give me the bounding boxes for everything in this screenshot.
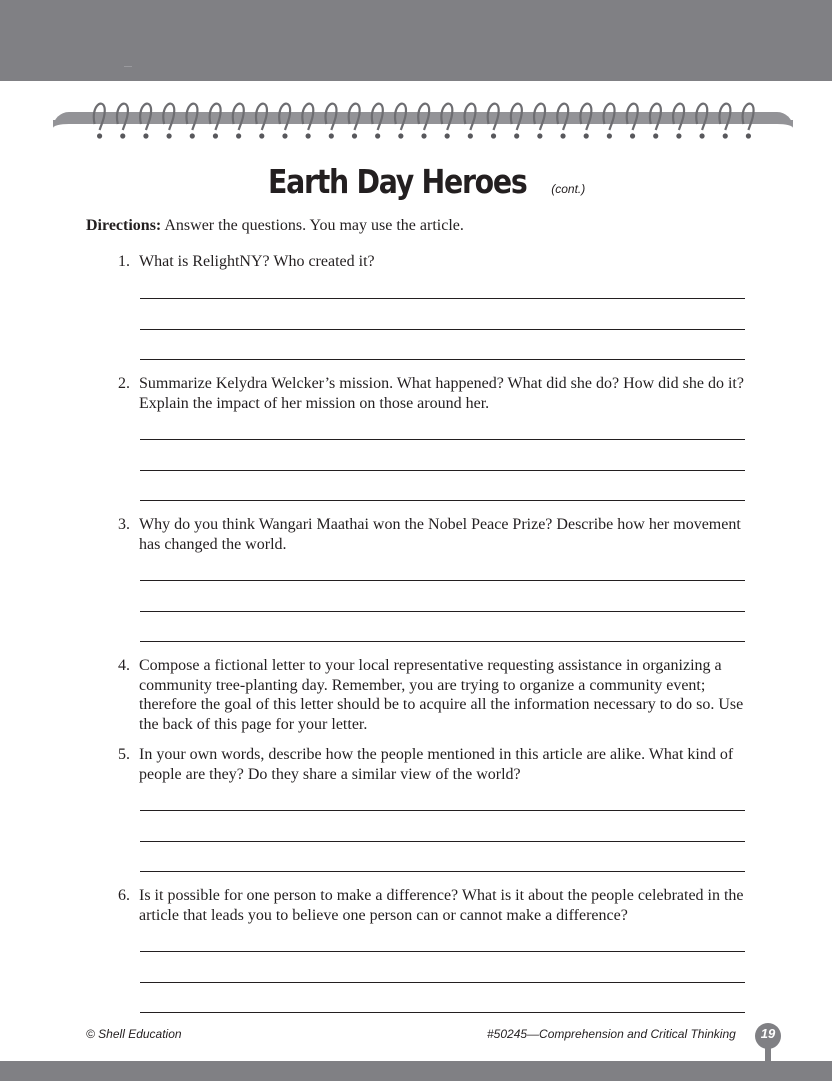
answer-line[interactable] bbox=[140, 470, 745, 471]
question-number: 3. bbox=[118, 516, 130, 533]
spiral-hole bbox=[491, 133, 496, 138]
spiral-coil bbox=[279, 104, 290, 130]
spiral-coil bbox=[719, 104, 730, 130]
spiral-hole bbox=[699, 133, 704, 138]
spiral-hole bbox=[746, 133, 751, 138]
spiral-hole bbox=[259, 133, 264, 138]
directions bbox=[86, 217, 464, 235]
spiral-hole bbox=[653, 133, 658, 138]
spiral-coil bbox=[395, 104, 406, 130]
spiral-coil bbox=[233, 104, 244, 130]
title-suffix: (cont.) bbox=[551, 182, 586, 196]
spiral-coil bbox=[256, 104, 267, 130]
spiral-hole bbox=[190, 133, 195, 138]
question-number: 5. bbox=[118, 746, 130, 763]
answer-line[interactable] bbox=[140, 611, 745, 612]
spiral-coil bbox=[511, 104, 522, 130]
spiral-coil bbox=[743, 104, 754, 130]
question-text: Is it possible for one person to make a difference? What is it about the people celebrated in the article that leads you to believe one person can or cannot make a difference? bbox=[139, 887, 744, 924]
answer-line[interactable] bbox=[140, 359, 745, 360]
spiral-coil bbox=[302, 104, 313, 130]
question-text: In your own words, describe how the people mentioned in this article are alike. What kind of people are they? Do they share a similar view of the world? bbox=[139, 746, 734, 783]
answer-line[interactable] bbox=[140, 982, 745, 983]
spiral-hole bbox=[398, 133, 403, 138]
spiral-coil bbox=[186, 104, 197, 130]
spiral-hole bbox=[630, 133, 635, 138]
spiral-hole bbox=[584, 133, 589, 138]
answer-line[interactable] bbox=[140, 500, 745, 501]
spiral-coil bbox=[140, 104, 151, 130]
spiral-hole bbox=[236, 133, 241, 138]
directions-label: Directions: bbox=[86, 217, 162, 234]
spiral-coil bbox=[210, 104, 221, 130]
spiral-hole bbox=[421, 133, 426, 138]
spiral-coil bbox=[418, 104, 429, 130]
answer-line[interactable] bbox=[140, 841, 745, 842]
question-text: Why do you think Wangari Maathai won the Nobel Peace Prize? Describe how her movement has changed the world. bbox=[139, 516, 741, 553]
spiral-hole bbox=[143, 133, 148, 138]
title-area bbox=[0, 162, 832, 201]
spiral-hole bbox=[329, 133, 334, 138]
spiral-binding-icon bbox=[88, 98, 760, 144]
spiral-coil bbox=[580, 104, 591, 130]
spiral-hole bbox=[607, 133, 612, 138]
answer-line[interactable] bbox=[140, 871, 745, 872]
question-4 bbox=[118, 656, 758, 734]
answer-line[interactable] bbox=[140, 1012, 745, 1013]
spiral-coil bbox=[673, 104, 684, 130]
spiral-hole bbox=[167, 133, 172, 138]
spiral-coil bbox=[465, 104, 476, 130]
answer-line[interactable] bbox=[140, 951, 745, 952]
footer-copyright: © Shell Education bbox=[86, 1027, 182, 1041]
spiral-hole bbox=[213, 133, 218, 138]
question-number: 4. bbox=[118, 657, 130, 674]
spiral-coil bbox=[372, 104, 383, 130]
spiral-coil bbox=[534, 104, 545, 130]
spiral-hole bbox=[375, 133, 380, 138]
footer-product: #50245—Comprehension and Critical Thinking bbox=[487, 1027, 736, 1041]
spiral-hole bbox=[560, 133, 565, 138]
answer-line[interactable] bbox=[140, 580, 745, 581]
spiral-coil bbox=[163, 104, 174, 130]
spiral-coil bbox=[117, 104, 128, 130]
spiral-coil bbox=[349, 104, 360, 130]
spiral-coil bbox=[325, 104, 336, 130]
spiral-coil bbox=[604, 104, 615, 130]
header-mark bbox=[124, 66, 132, 67]
spiral-hole bbox=[445, 133, 450, 138]
question-text: What is RelightNY? Who created it? bbox=[139, 253, 375, 270]
spiral-hole bbox=[120, 133, 125, 138]
spiral-coil bbox=[94, 104, 105, 130]
spiral-hole bbox=[352, 133, 357, 138]
top-header-band bbox=[0, 0, 832, 81]
question-text: Summarize Kelydra Welcker’s mission. What happened? What did she do? How did she do it? Explain the impact of her mission on those around her. bbox=[139, 375, 744, 412]
spiral-hole bbox=[468, 133, 473, 138]
spiral-coil bbox=[627, 104, 638, 130]
notebook-frame bbox=[53, 112, 793, 372]
answer-line[interactable] bbox=[140, 298, 745, 299]
spiral-hole bbox=[514, 133, 519, 138]
bottom-footer-band bbox=[0, 1061, 832, 1081]
page-number: 19 bbox=[760, 1026, 776, 1041]
question-number: 6. bbox=[118, 887, 130, 904]
answer-line[interactable] bbox=[140, 329, 745, 330]
spiral-hole bbox=[282, 133, 287, 138]
answer-line[interactable] bbox=[140, 439, 745, 440]
directions-text: Answer the questions. You may use the article. bbox=[161, 217, 464, 234]
spiral-hole bbox=[723, 133, 728, 138]
spiral-coil bbox=[696, 104, 707, 130]
question-5 bbox=[118, 745, 758, 784]
question-number: 2. bbox=[118, 375, 130, 392]
spiral-coil bbox=[441, 104, 452, 130]
spiral-coil bbox=[488, 104, 499, 130]
spiral-hole bbox=[537, 133, 542, 138]
spiral-coil bbox=[557, 104, 568, 130]
spiral-hole bbox=[676, 133, 681, 138]
answer-line[interactable] bbox=[140, 810, 745, 811]
page-title: Earth Day Heroes bbox=[267, 162, 527, 201]
question-6 bbox=[118, 886, 758, 925]
spiral-hole bbox=[97, 133, 102, 138]
spiral-hole bbox=[306, 133, 311, 138]
question-1 bbox=[118, 252, 758, 272]
spiral-coil bbox=[650, 104, 661, 130]
question-2 bbox=[118, 374, 758, 413]
question-text: Compose a fictional letter to your local representative requesting assistance in organizing a community tree-planting day. Remember, you are trying to organize a community event; therefore the goal of this letter should be to acquire all the information necessary to do so. Use the back of this page for your letter. bbox=[139, 657, 744, 733]
question-number: 1. bbox=[118, 253, 130, 270]
answer-line[interactable] bbox=[140, 641, 745, 642]
question-3 bbox=[118, 515, 758, 554]
